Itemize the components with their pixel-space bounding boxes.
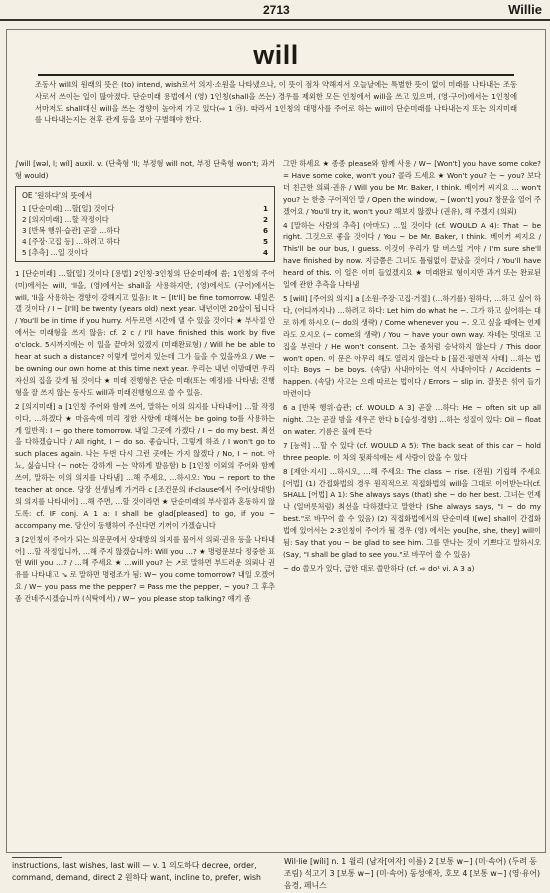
page-number: 2713: [263, 3, 290, 17]
overview-item: 5 [추측] …일 것이다 4: [22, 247, 268, 257]
sense-5: 5 [will] [주어의 의지] a [소원·주장·고집·거절] (…하기를) 원하다, …하고 싶어 하다, (어디까지나) …하려고 하다: Let him do what he ~. 그가 하고 싶어하는 대로 하게 하시오 (~ do의 생략) / Come whenever you ~. 오고 싶을 때에는 언제라도 오시오 (~ come의 생략) / You ~ have your own way. 자네는 멋대로 고집을 부린다 / He won't consent. 그는 좀처럼 승낙하지 않는다 / This door won't open. 이 문은 아무리 해도 열리지 않는다 b [물건·평면적 사태] …하는 법이다: Boys ~ be boys. (속담) 사내아이는 역시 사내아이다 / Accidents ~ happen. (속담) 사고는 으레 따르는 법이다 / Errors ~ slip in. 잘못은 섞여 들기 마련이다: [283, 293, 541, 399]
overview-item: 2 [의지미래] …할 작정이다 2: [22, 214, 268, 224]
sense-3-cont: 그만 하세요 ★ 종종 please와 함께 사용 / W~ [Won't] you have some coke? = Have some coke, won't you? 콜라 드세요 ★ Won't you? 는 ~ you? 보다 더 친근한 의뢰·권유 / Will you be Mr. Baker, I think. 베이커 씨지요 … won't you? 는 한층 구어적인 말 / Open the window, ~ [won't] you? 창문을 열어 주겠어요 / You'll try it, won't you? 해보지 않겠나 (권유), 해 주겠지 (의뢰): [283, 159, 541, 216]
usage-intro: 조동사 will의 원래의 뜻은 (to) intend, wish로서 의지·소원을 나타냈으나, 이 뜻이 점차 약해져서 오늘날에는 특별한 뜻이 없이 미래를 나타내는 조동사로서 쓰이는 일이 많아졌다. 단순미래 용법에서 (영) 1인칭(shall을 쓰는) 경우를 제외한 모든 인칭에서 will을 쓰고 있으며, (영·구어)에서는 1인칭에서마저도 shall대신 will을 쓰는 경향이 높아져 가고 있다(⇨ 1 ㉮). 따라서 1인칭의 대명사를 주어로 하는 will이 단순미래를 나타내는지 또는 의지미래를 나타내는지는 전후 관계 등을 보아 구별해야 한다.: [35, 80, 517, 125]
sense-8: 8 [제안·지시] …하시오, …해 주세요: The class ~ rise. (전원) 기립해 주세요 [어법] (1) 간접화법의 경우 원직적으로 직접화법의 will을 그대로 이어받는다(cf. SHALL [어법] A 1): She always says (that) she ~ do her best. 그녀는 언제나 (일버릇처럼) 최선을 다하겠다고 말한다 (She always says, "I ~ do my best."로 바꾸어 쓸 수 있음) (2) 직접화법에서의 단순미래 I[we] shall이 간접화법에 있어서는 2·3인칭이 주어가 될 경우 (영) 에서는 you[he, she, they] will이 됨: Say that you ~ be glad to see him. 그를 만나는 것이 기쁘다고 말하시오 (Say, "I shall be glad to see you."로 바꾸어 쓸 수 있음): [283, 466, 541, 559]
entry-panel: [6, 29, 546, 853]
overview-item: 4 [주장·고집 등] …하려고 하다 5: [22, 236, 268, 246]
next-entry-willie: Wil·lie [wíli] n. 1 윌리 (남자[여자] 이름) 2 [보통 w~] (미·속어) (두려 동조림) 석고기 3 [보통 w~] (미·속어) 동성애자, 호모 4 [보통 w~] (영·유어) 음경, 페니스: [284, 857, 540, 890]
synonym-rule: [12, 857, 62, 858]
sense-1: 1 [단순미래] …할[일] 것이다 [용법] 2인칭·3인칭의 단순미래에 씀; 1인칭의 주어 (미)에서는 will, 'll을, (영)에서는 shall을 사용하지만, (영)에서도 (구어)에서는 will, 'll을 사용하는 경향이 강해지고 있음): It ~ [It'll] be fine tomorrow. 내일은 갤 것이다 / I ~ [I'll] be twenty (years old) next year. 내년이면 20살이 됩니다 / You'll be in time if you hurry. 서두르면 시간에 댈 수 있을 것이다 ★ 부사절 안에서는 미래형을 쓰지 않음: cf. 2 c / I'll have finished this work by five o'clock. 5시까지에는 이 일을 끝마쳐 있겠지 (미래완료형) / Will he be able to hear at such a distance? 이렇게 멀어져 있는데 그가 들을 수 있을까요 / We ~ be owning our own home at this time next year. 우리는 내년 이맘때면 우리 자신의 집을 갖게 될 것이다 ★ 미래 진행형은 단순 미래(또는 예정)를 나타냄; 진행형을 잘 쓰지 않는 동사도 will과 미래진행형으로 쓸 수 있음.: [15, 268, 275, 397]
running-head: Willie: [508, 2, 542, 17]
left-column: [15, 158, 275, 848]
sense-4: 4 [말하는 사람의 추측] (아마도) …일 것이다 (cf. WOULD A 4): That ~ be right. 그것으로 좋을 것이다 / You ~ be Mr. Baker, I think. 베이커 씨지요 / This'll be our bus, I guess. 이것이 우리가 탈 버스일 거야 / I'm sure she'll have finished by now. 지금쯤은 그녀도 틀림없이 끝났을 것이다 / You'll have heard of this. 이 일은 이미 들었겠지요 ★ 미래완료 형이지만 과거 또는 완료된 일에 관한 추측을 나타냄: [283, 220, 541, 290]
page-header: [0, 0, 550, 26]
header-rule: [0, 19, 550, 21]
overview-item: 3 [반복 행위·습관] 곧잘 …하다 6: [22, 225, 268, 235]
overview-item: 1 [단순미래] …할[일] 것이다 1: [22, 203, 268, 213]
headword: will: [253, 40, 299, 70]
idiom-will-do: ~ do 쓸모가 있다, 급한 대로 쓸만하다 (cf. ⇨ do¹ vi. A 3 a): [283, 563, 475, 573]
right-column: [283, 158, 541, 848]
synonym-note: instructions, last wishes, last will — v. 1 의도하다 decree, order, command, demand, direct 2 원하다 want, incline to, prefer, wish: [12, 857, 274, 884]
sense-3: 3 [2인칭이 주어가 되는 의문문에서 상대방의 의지를 물어서 의뢰·권유 등을 나타내어] …할 작정입니까, …해 주지 않겠습니까: Will you …? ★ 명령문보다 정중한 표현 Will you …? / …해 주세요 ★ …will you? 는 ↗로 말하면 부드러운 의뢰나 권유를 나타내고 ↘ 로 말하면 명령조가 됨: W~ you come tomorrow? 내일 오겠어요 / W~ you pass me the pepper? = Pass me the pepper, ~ you? 그 후추 좀 건네주시겠습니까 (식탁에서) / W~ you please stop talking? 얘기 좀: [15, 534, 275, 604]
sense-2: 2 [의지미래] a [1인칭 주어와 함께 쓰여, 말하는 이의 의지를 나타내어] …할 작정이다, …하겠다 ★ 마음속에 미리 정한 사항에 대해서는 be going to를 사용하는 게 일반적: I ~ go there tomorrow. 내일 그곳에 가겠다 / I ~ do my best. 최선을 다하겠습니다 / All right, I ~ do so. 좋습니다, 그렇게 하죠 / I won't go to such places again. 나는 두번 다시 그런 곳에는 가지 않겠다 / No, I ~ not. 아뇨, 싫습니다 (~ not는 강하게 ~는 약하게 발음함) b [1인칭 이외의 주어와 함께 쓰여, 말하는 이의 의지를 나타냄] …해 주세요, …하시오: You ~ report to the teacher at once. 당장 선생님께 가거라 c [조건문의 if-clause에서 주어(상대방)의 의지를 나타내어] …해 주면, …할 것이라면 ★ 단순미래의 부사절과 혼동하지 않도록: cf. IF conj. A 1 a: I shall be glad[pleased] to go, if you ~ accompany me. 당신이 동행하여 주신다면 기꺼이 가겠습니다: [15, 401, 275, 530]
headword-rule: [38, 74, 514, 76]
sense-7: 7 [능력] …할 수 있다 (cf. WOULD A 5): The back seat of this car ~ hold three people. 이 차의 뒷좌석에는 세 사람이 앉을 수 있다: [283, 440, 541, 462]
sense-6: 6 a [반복 행위·습관; cf. WOULD A 3] 곧잘 …하다: He ~ often sit up all night. 그는 곧잘 밤을 새우곤 한다 b [습성·경향] …하는 성질이 있다: Oil ~ float on water. 기름은 물에 뜬다: [283, 403, 541, 436]
overview-title: OE '원하다'의 뜻에서: [22, 190, 93, 200]
sense-overview-box: [15, 186, 275, 262]
entry-head: ∫will [wəl, l; wíl] auxil. v. (단축형 'll; 부정형 will not, 부정 단축형 won't; 과거형 would): [15, 159, 275, 180]
